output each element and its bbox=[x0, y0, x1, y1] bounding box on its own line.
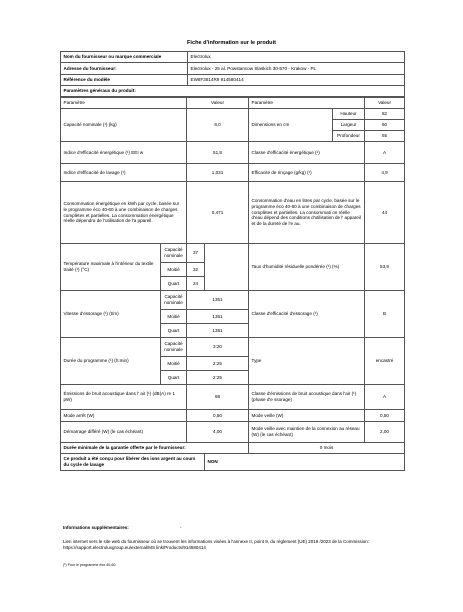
standby-value: 0,50 bbox=[365, 410, 405, 422]
temp-sub-quarter: Quart bbox=[161, 277, 187, 291]
model-label: Référence du modèle bbox=[61, 75, 188, 86]
temp-quarter-value: 24 bbox=[187, 277, 205, 291]
supplier-value: Electrolux bbox=[188, 52, 405, 63]
off-mode-value: 0,50 bbox=[187, 410, 249, 422]
energy-class-value: A bbox=[365, 142, 405, 164]
rinsing-value: 4,9 bbox=[365, 164, 405, 182]
spin-class-label: Classe d'efficacité d'essorage (¹) bbox=[249, 291, 365, 338]
networked-standby-label: Mode veille avec maintien de la connexion au réseau (W) (le cas échéant) bbox=[249, 422, 365, 443]
spin-sub-quarter: Quart bbox=[161, 324, 187, 338]
dimensions-label: Dimensions en cm bbox=[249, 109, 333, 142]
delay-start-value: 4,00 bbox=[187, 422, 249, 443]
duration-label: Durée du programme (¹) (h:min) bbox=[61, 338, 161, 385]
temp-sub-nominal: Capacité nominale bbox=[161, 244, 187, 263]
temp-half-value: 32 bbox=[187, 263, 205, 277]
duration-half-value: 2:25 bbox=[187, 357, 249, 371]
additional-info-label: Informations supplémentaires: bbox=[63, 525, 129, 530]
depth-value: 55 bbox=[365, 131, 405, 142]
duration-sub-half: Moitié bbox=[161, 357, 187, 371]
spin-sub-half: Moitié bbox=[161, 310, 187, 324]
eei-value: 51,8 bbox=[187, 142, 249, 164]
spin-label: Vitesse d'essorage (¹) (t/m) bbox=[61, 291, 161, 338]
footnote: (¹) Pour le programme éco 40-60. bbox=[63, 563, 117, 567]
silver-ions-value: NON bbox=[205, 454, 405, 471]
temp-sub-half: Moitié bbox=[161, 263, 187, 277]
noise-label: Émissions de bruit acoustique dans l' air (¹) (dB(A) re 1 pW) bbox=[61, 385, 187, 410]
duration-sub-quarter: Quart bbox=[161, 371, 187, 385]
height-value: 82 bbox=[365, 109, 405, 120]
standby-label: Mode veille (W) bbox=[249, 410, 365, 422]
supplier-table bbox=[60, 51, 405, 97]
type-value: encastré bbox=[365, 338, 405, 385]
moisture-label: Taux d'humidité résiduelle pondérée (¹) (%) bbox=[249, 244, 365, 291]
supplier-label: Nom du fournisseur ou marque commerciale bbox=[61, 52, 188, 63]
energy-class-label: Classe d'efficacité énergétique (¹) bbox=[249, 142, 365, 164]
additional-info-value: - bbox=[180, 525, 182, 530]
col-value-left: Valeur bbox=[187, 98, 249, 109]
spin-quarter-value: 1351 bbox=[187, 324, 249, 338]
col-value-right: Valeur bbox=[365, 98, 405, 109]
additional-info-row bbox=[63, 525, 403, 531]
washing-index-value: 1,031 bbox=[187, 164, 249, 182]
type-label: Type bbox=[249, 338, 365, 385]
silver-ions-label: Ce produit a été conçu pour libérer des ions argent au cours du cycle de lavage bbox=[61, 454, 205, 471]
spin-sub-nominal: Capacité nominale bbox=[161, 291, 187, 310]
duration-quarter-value: 2:25 bbox=[187, 371, 249, 385]
networked-standby-value: 2,00 bbox=[365, 422, 405, 443]
depth-label: Profondeur bbox=[333, 131, 365, 142]
general-parameters-heading: Paramètres généraux du produit: bbox=[61, 86, 405, 97]
noise-class-label: Classe d'émissions de bruit acoustique dans l'air (¹) (phase d'e ssorage) bbox=[249, 385, 365, 410]
warranty-value: 0 mois bbox=[249, 443, 405, 454]
noise-value: 68 bbox=[187, 385, 249, 410]
address-value: Electrolux - 25 al. Powstancow Slaskich 30-570 - Krakow - PL bbox=[188, 63, 405, 75]
noise-class-value: A bbox=[365, 385, 405, 410]
moisture-value: 53,9 bbox=[365, 244, 405, 291]
duration-nominal-value: 3:20 bbox=[187, 338, 249, 357]
address-label: Adresse du fournisseur: bbox=[61, 63, 188, 75]
width-label: Largeur bbox=[333, 120, 365, 131]
energy-consumption-label: Consommation énergétique en kWh par cycle, basée sur le programme éco 40-60 à une combinaison de charges complètes et partielles. La consommation énergétique réelle dépendra de l'utilisation de l'a ppareil. bbox=[61, 182, 187, 244]
off-mode-label: Mode arrêt (W) bbox=[61, 410, 187, 422]
col-param-left: Paramètre bbox=[61, 98, 187, 109]
model-value: EW8F3814R9 914580414 bbox=[188, 75, 405, 86]
delay-start-label: Démarrage différé (W) (le cas échéant) bbox=[61, 422, 187, 443]
rinsing-label: Efficacité de rinçage (g/kg) (¹) bbox=[249, 164, 365, 182]
eei-label: Indice d'efficacité énergétique (¹) EEI w bbox=[61, 142, 187, 164]
spin-nominal-value: 1351 bbox=[187, 291, 249, 310]
water-consumption-label: Consommation d'eau en litres par cycle, basée sur le programme éco 40-60 à une combinaison de charges complètes et partielles. La consommati on réelle d'eau dépend des conditions d'utilisation de l' appareil et de la dureté de l'e au. bbox=[249, 182, 365, 244]
height-label: Hauteur bbox=[333, 109, 365, 120]
capacity-value: 8,0 bbox=[187, 109, 249, 142]
capacity-label: Capacité nominale (¹) (kg) bbox=[61, 109, 187, 142]
energy-consumption-value: 0,471 bbox=[187, 182, 249, 244]
washing-index-label: Indice d'efficacité de lavage (¹) bbox=[61, 164, 187, 182]
duration-sub-nominal: Capacité nominale bbox=[161, 338, 187, 357]
parameters-table bbox=[60, 97, 405, 471]
spin-class-value: B bbox=[365, 291, 405, 338]
supplier-website-text: Lien internet vers le site web du fournisseur où se trouvent les informations visées à l'annexe II, point 9, du règlement (UE) 2019 /2023 de la Commission: https://support.electroluxgroup.eu/external/MS link/Products/914580414 bbox=[63, 539, 370, 550]
width-value: 60 bbox=[365, 120, 405, 131]
temp-nominal-value: 37 bbox=[187, 244, 205, 263]
spin-half-value: 1351 bbox=[187, 310, 249, 324]
warranty-label: Durée minimale de la garantie offerte par le fournisseur: bbox=[61, 443, 249, 454]
document-title: Fiche d'information sur le produit bbox=[187, 40, 276, 46]
col-param-right: Paramètre bbox=[249, 98, 365, 109]
water-consumption-value: 44 bbox=[365, 182, 405, 244]
temperature-label: Température maximale à l'intérieur du textile traité (¹) (°C) bbox=[61, 244, 161, 291]
